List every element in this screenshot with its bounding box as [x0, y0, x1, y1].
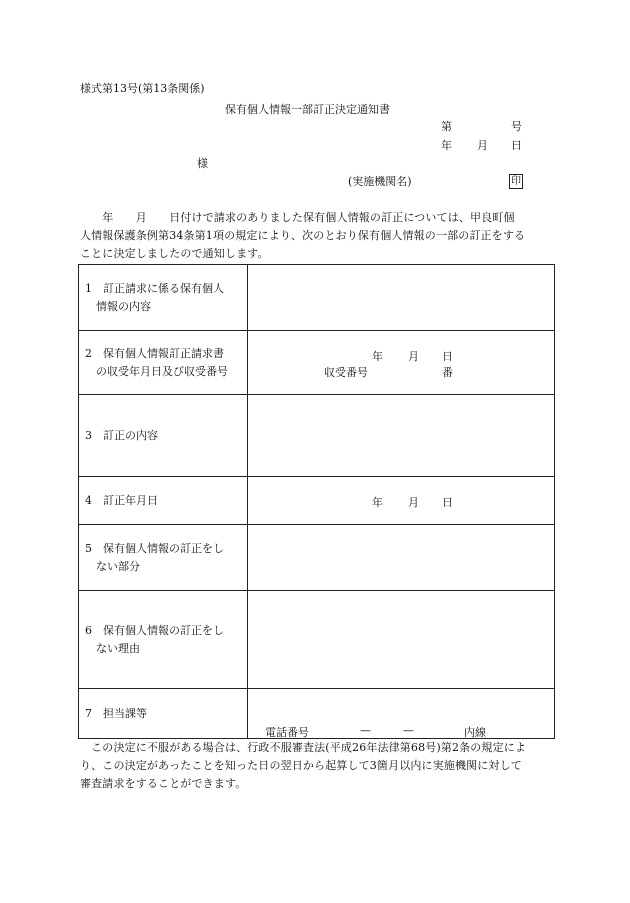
row-3-value[interactable] [248, 395, 555, 477]
row-2-month: 月 [408, 350, 419, 363]
seal-text: 印 [511, 176, 521, 187]
table-row [79, 591, 555, 689]
phone-dash-1: — [360, 724, 371, 737]
table-row [79, 395, 555, 477]
row-4-day: 日 [442, 496, 453, 509]
date-day: 日 [511, 139, 522, 152]
row-3-label [79, 395, 248, 477]
row-3-label-line-1: 3 訂正の内容 [85, 428, 158, 442]
footer-line-3: 審査請求をすることができます。 [80, 777, 247, 790]
phone-label: 電話番号 [265, 726, 309, 739]
row-2-day: 日 [442, 350, 453, 363]
row-5-label-line-1: 5 保有個人情報の訂正をし [85, 541, 224, 555]
intro-line-1: 年 月 日付けで請求のありました保有個人情報の訂正については、甲良町個 [80, 211, 515, 224]
row-6-label-line-2: ない理由 [85, 641, 140, 655]
footer-line-1: この決定に不服がある場合は、行政不服審査法(平成26年法律第68号)第2条の規定によ [80, 741, 527, 754]
row-6-label-line-1: 6 保有個人情報の訂正をし [85, 623, 224, 637]
table-row [79, 525, 555, 591]
row-6-value[interactable] [248, 591, 555, 689]
footer-paragraph [80, 739, 550, 793]
row-2-label-line-1: 2 保有個人情報訂正請求書 [85, 346, 224, 360]
number-prefix: 第 [441, 120, 452, 133]
form-number: 様式第13号(第13条関係) [80, 82, 205, 95]
receipt-number-suffix: 番 [442, 366, 453, 379]
document-title: 保有個人情報一部訂正決定通知書 [225, 103, 390, 116]
extension-label: 内線 [464, 726, 486, 739]
row-2-year: 年 [372, 350, 383, 363]
phone-dash-2: — [403, 724, 414, 737]
date-month: 月 [477, 139, 488, 152]
row-2-label [79, 331, 248, 395]
form-table [78, 264, 555, 739]
intro-paragraph [80, 209, 550, 263]
row-2-label-line-2: の収受年月日及び収受番号 [85, 364, 228, 378]
number-suffix: 号 [511, 120, 522, 133]
row-5-label [79, 525, 248, 591]
row-7-label [79, 689, 248, 739]
row-7-label-line-1: 7 担当課等 [85, 706, 147, 720]
intro-line-3: ことに決定しましたので通知します。 [80, 247, 269, 260]
row-4-value[interactable] [248, 477, 555, 525]
table-row [79, 477, 555, 525]
row-4-month: 月 [408, 496, 419, 509]
row-1-value[interactable] [248, 265, 555, 331]
row-4-label-line-1: 4 訂正年月日 [85, 493, 158, 507]
table-row [79, 689, 555, 739]
footer-line-2: り、この決定があったことを知った日の翌日から起算して3箇月以内に実施機関に対して [80, 759, 522, 772]
row-4-year: 年 [372, 496, 383, 509]
receipt-number-label: 収受番号 [324, 366, 368, 379]
row-6-label [79, 591, 248, 689]
addressee-suffix: 様 [197, 157, 208, 170]
table-row [79, 331, 555, 395]
date-year: 年 [441, 139, 452, 152]
seal-mark [509, 174, 523, 189]
table-row [79, 265, 555, 331]
intro-line-2: 人情報保護条例第34条第1項の規定により、次のとおり保有個人情報の一部の訂正をする [80, 229, 526, 242]
row-5-label-line-2: ない部分 [85, 559, 140, 573]
row-5-value[interactable] [248, 525, 555, 591]
row-7-value[interactable] [248, 689, 555, 739]
row-1-label [79, 265, 248, 331]
row-1-label-line-1: 1 訂正請求に係る保有個人 [85, 281, 224, 295]
row-4-label [79, 477, 248, 525]
row-1-label-line-2: 情報の内容 [85, 299, 151, 313]
agency-label: (実施機関名) [348, 175, 412, 188]
row-2-value[interactable] [248, 331, 555, 395]
